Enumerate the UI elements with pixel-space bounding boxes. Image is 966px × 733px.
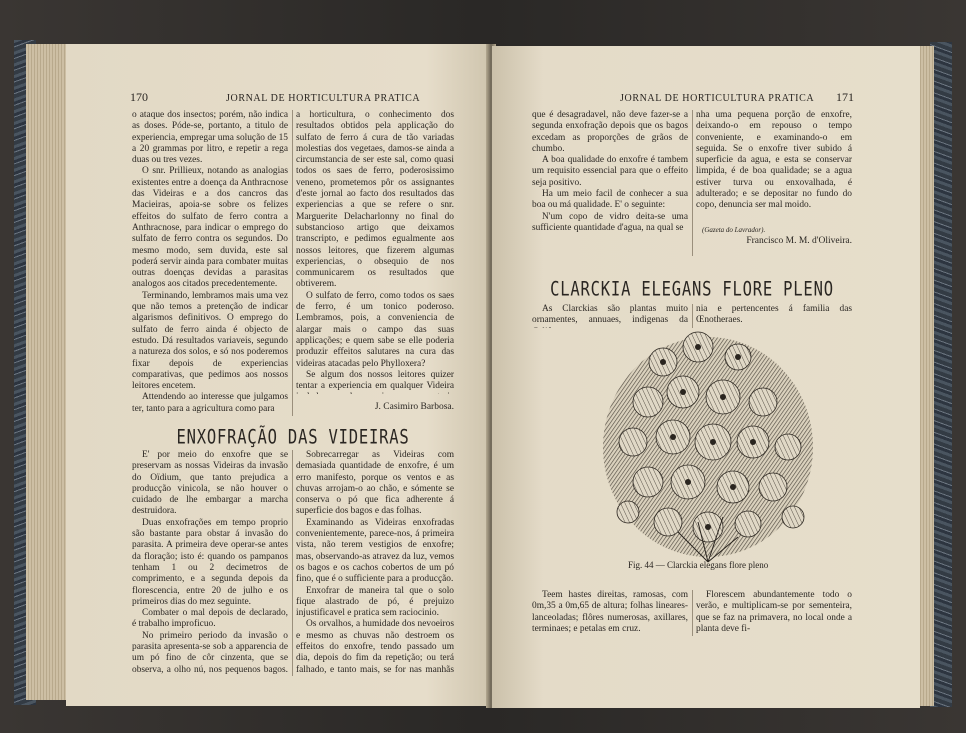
paragraph: E' por meio do enxofre que se preservam as nossas Videiras da invasão do Oïdium, que tanto prejudica a producção vinicola, se não houver o cuidado de lhe embargar a marcha destruidora. xyxy=(132,450,288,517)
page-stack-left xyxy=(26,44,70,700)
paragraph: Enxofrar de maneira tal que o solo fique alastrado de pó, é prejuizo injustificavel e pratica sem raciocinio. xyxy=(296,585,454,619)
right-col1-bottom xyxy=(532,590,688,640)
paragraph: A boa qualidade do enxofre é tambem um requisito essencial para que o effeito seja positivo. xyxy=(532,155,688,188)
right-page xyxy=(492,46,920,708)
paragraph: O sulfato de ferro, como todos os saes de ferro, é um tonico poderoso. Lembramos, pois, a conveniencia de alargar mais o campo das suas applicações; e quem sabe se elle poderia produzir effeitos salutares na cura das videiras atacadas pelo Phylloxera? xyxy=(296,290,454,369)
signature: J. Casimiro Barbosa. xyxy=(374,402,454,412)
column-rule xyxy=(692,590,693,636)
paragraph: nha uma pequena porção de enxofre, deixando-o em repouso o tempo conveniente, e examinando-o em seguida. Se o enxofre tiver subido á superficie da agua, e esta se conservar limpida, é de boa qualidade; se a agua estiver turva ou enxovalhada, é adulterado; e se depositar no fundo do copo, denuncia ser mal moido. xyxy=(696,110,852,211)
left-col2-bottom xyxy=(296,450,454,676)
paragraph: o ataque dos insectos; porém, não indica as doses. Póde-se, portanto, a titulo de experiencia, empregar uma solução de 15 a 20 grammas por litro, e repetir a rega duas ou tres vezes. xyxy=(132,110,288,166)
paragraph: Sobrecarregar as Videiras com demasiada quantidade de enxofre, é um erro manifesto, porque os ventos e as chuvas arrojam-o ao chão, e sómente se conserva o pó que fica adherente á superficie dos bagos e das folhas. xyxy=(296,450,454,517)
paragraph: Ha um meio facil de conhecer a sua boa ou má qualidade. E' o seguinte: xyxy=(532,189,688,211)
paragraph: Se algum dos nossos leitores quizer tentar a experiencia em qualquer Videira xyxy=(296,369,454,392)
paragraph: Teem hastes direitas, ramosas, com 0m,35 a 0m,65 de altura; folhas lineares-lanceoladas; flôres numerosas, axillares, terminaes; e petalas em cruz. xyxy=(532,590,688,634)
column-rule xyxy=(692,110,693,256)
right-col2-bottom xyxy=(696,590,852,640)
paragraph: Examinando as Videiras enxofradas convenientemente, parece-nos, á primeira vista, não terem vestigios de enxofre; mas, observando-as atravez da luz, vemos os bagos e os cachos cobertos de um pó fino, que é o sufficiente para a producção. xyxy=(296,517,454,585)
paragraph: nia e pertencentes á familia das Œnotheraes. xyxy=(696,304,852,326)
paragraph: No primeiro periodo da invasão o parasita apresenta-se sob a apparencia de um pó fino de côr cinzenta, que se observa, a olho nú, nos pequenos bagos. xyxy=(132,630,288,675)
left-page xyxy=(66,44,490,706)
column-rule xyxy=(292,450,293,676)
signature: Francisco M. M. d'Oliveira. xyxy=(746,236,852,246)
left-col2-top xyxy=(296,110,454,394)
left-col1-top xyxy=(132,110,288,422)
article-title: CLARCKIA ELEGANS FLORE PLENO xyxy=(550,277,834,301)
source-note: (Gazeta do Lavrador). xyxy=(702,226,766,234)
paragraph: Florescem abundantemente todo o verão, e multiplicam-se por sementeira, que se faz na primavera, no local onde a planta deve fi- xyxy=(696,590,852,634)
flower-engraving xyxy=(588,292,828,572)
paragraph: N'um copo de vidro deita-se uma sufficiente quantidade d'agua, na qual se xyxy=(532,211,688,233)
paragraph: Duas enxofrações em tempo proprio são bastante para obstar á invasão do parasita. A primeira deve operar-se antes da floração; isto é: quando os pampanos tenham 1 ou 2 decimetros de comprimento, e a segunda depois da florescencia, entre 20 de julho e os primeiros dias do mez seguinte. xyxy=(132,517,288,607)
paragraph: a horticultura, o conhecimento dos resultados obtidos pela applicação do sulfato de ferro á cura de tão variadas molestias dos vegetaes, damos-se ainda a circumstancia de ser este sal, como quasi todos os saes de ferro, poderosissimo veneno, prometemos pôr os assignantes d'este jornal ao facto dos resultados das experiencias a que se refere o snr. Marguerite Delacharlonny no final do substancioso artigo que deixamos transcripto, e pedimos egualmente aos nossos leitores, que fizerem algumas experiencias, o obsequio de nos communicarem os resultados que obtiverem. xyxy=(296,110,454,290)
figure-caption: Fig. 44 — Clarckia elegans flore pleno xyxy=(628,560,769,570)
running-head: JORNAL DE HORTICULTURA PRATICA xyxy=(226,93,421,104)
right-col1-top xyxy=(532,110,688,254)
paragraph: Attendendo ao interesse que julgamos ter, tanto para a agricultura como para xyxy=(132,392,288,414)
page-number: 170 xyxy=(130,90,148,104)
paragraph: Os orvalhos, a humidade dos nevoeiros e mesmo as chuvas não destroem os effeitos do enxofre, tendo passado um dia, depois do fim da repetição; ou terá falhado, e tanto mais, se for nas manhãs xyxy=(296,619,454,675)
running-head: JORNAL DE HORTICULTURA PRATICA xyxy=(620,93,815,104)
page-number: 171 xyxy=(836,90,854,104)
right-col2-top xyxy=(696,110,852,228)
paragraph: Terminando, lembramos mais uma vez que não temos a pretenção de indicar algarismos definitivos. O emprego do sulfato de ferro ainda é objecto de estudo. Dá resultados variaveis, segundo a natureza dos solos, e só nos poderemos fixar depois de experiencias comparativas, que pedimos aos nossos leitores encetem. xyxy=(132,290,288,392)
column-rule xyxy=(292,110,293,416)
left-col1-bottom xyxy=(132,450,288,676)
paragraph: As Clarckias são plantas muito ornamentes, annuaes, indigenas da xyxy=(532,304,688,326)
paragraph: Combater o mal depois de declarado, é trabalho improficuo. xyxy=(132,608,288,630)
paragraph: que é desagradavel, não deve fazer-se a segunda enxofração depois que os bagos excedam as proporções de grãos de chumbo. xyxy=(532,110,688,154)
paragraph: O snr. Prillieux, notando as analogias existentes entre a doença da Anthracnose das Videiras e a dos cancros das Macieiras, apoia-se sobre os felizes effeitos do sulfato de ferro contra a Anthracnose, para indicar o emprego do sulfato de ferro contra os segundos. Do mesmo modo, sem duvida, este sal poderá servir ainda para combater muitas outras doenças devidas a parasitas analogos aos citados precedentemente. xyxy=(132,166,288,290)
article-title: ENXOFRAÇÃO DAS VIDEIRAS xyxy=(176,425,410,449)
page-stack-right xyxy=(918,46,934,706)
